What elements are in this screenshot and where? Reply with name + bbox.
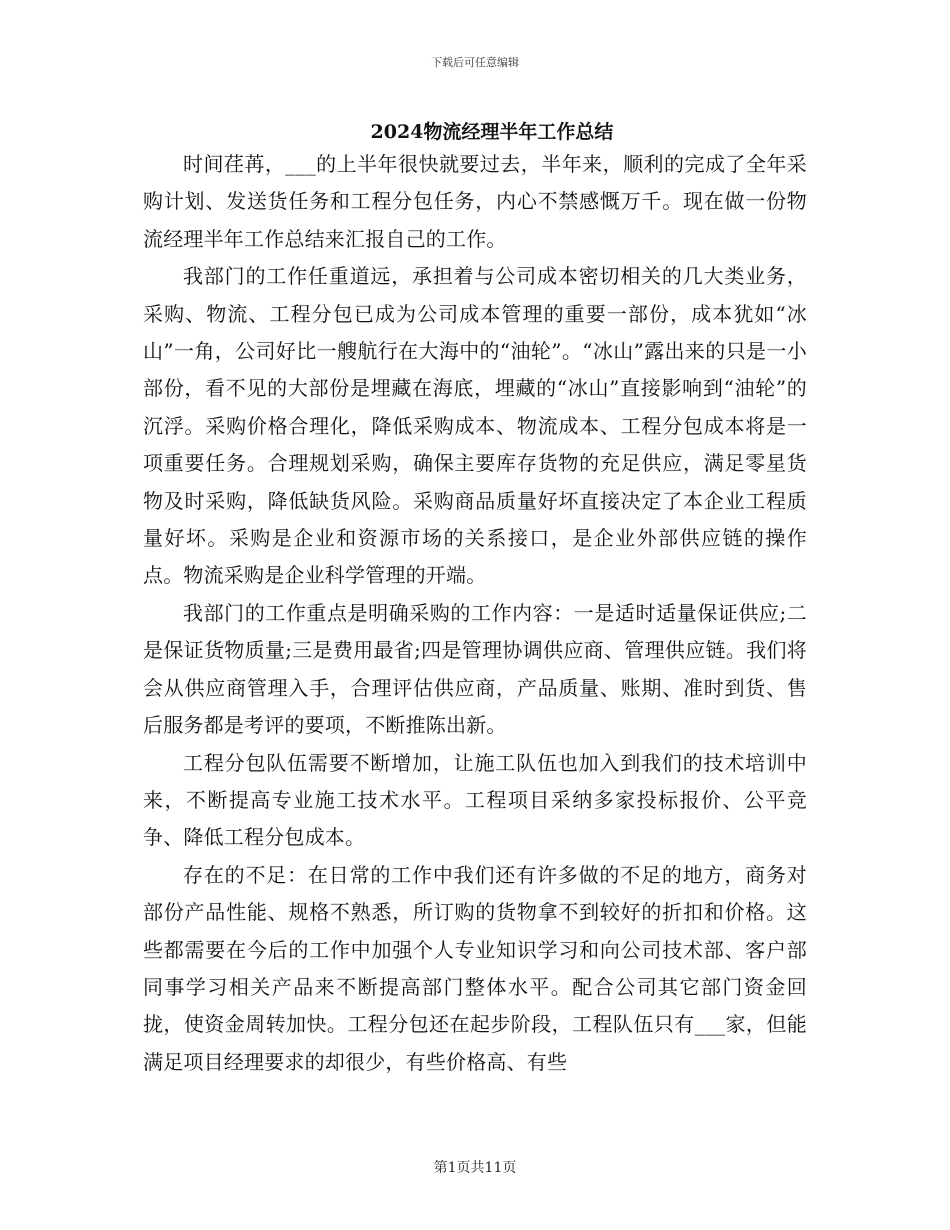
page-number: 第1页共11页: [433, 1160, 517, 1176]
header-note: 下载后可任意编辑: [431, 56, 519, 69]
paragraph-intro: 时间荏苒，___的上半年很快就要过去，半年来，顺利的完成了全年采购计划、发送货任务和工程分包任务，内心不禁感慨万千。现在做一份物流经理半年工作总结来汇报自己的工作。: [143, 152, 807, 251]
paragraph-department-mission: 我部门的工作任重道远，承担着与公司成本密切相关的几大类业务，采购、物流、工程分包已成为公司成本管理的重要一部份，成本犹如“冰山”一角，公司好比一艘航行在大海中的“油轮”。“冰山”露出来的只是一小部份，看不见的大部份是埋藏在海底，埋藏的“冰山”直接影响到“油轮”的沉浮。采购价格合理化，降低采购成本、物流成本、工程分包成本将是一项重要任务。合理规划采购，确保主要库存货物的充足供应，满足零星货物及时采购，降低缺货风险。采购商品质量好坏直接决定了本企业工程质量好坏。采购是企业和资源市场的关系接口，是企业外部供应链的操作点。物流采购是企业科学管理的开端。: [143, 264, 807, 588]
document-title: 2024物流经理半年工作总结: [370, 121, 614, 143]
paragraph-subcontracting: 工程分包队伍需要不断增加，让施工队伍也加入到我们的技术培训中来，不断提高专业施工技术水平。工程项目采纳多家投标报价、公平竞争、降低工程分包成本。: [143, 750, 807, 850]
document-body: [143, 146, 807, 1081]
paragraph-shortcomings: 存在的不足：在日常的工作中我们还有许多做的不足的地方，商务对部份产品性能、规格不熟悉，所订购的货物拿不到较好的折扣和价格。这些都需要在今后的工作中加强个人专业知识学习和向公司技术部、客户部同事学习相关产品来不断提高部门整体水平。配合公司其它部门资金回拢，使资金周转加快。工程分包还在起步阶段，工程队伍只有___家，但能满足项目经理要求的却很少，有些价格高、有些: [143, 862, 807, 1074]
paragraph-work-focus: 我部门的工作重点是明确采购的工作内容：一是适时适量保证供应;二是保证货物质量;三是费用最省;四是管理协调供应商、管理供应链。我们将会从供应商管理入手，合理评估供应商，产品质量、账期、准时到货、售后服务都是考评的要项，不断推陈出新。: [143, 600, 807, 738]
